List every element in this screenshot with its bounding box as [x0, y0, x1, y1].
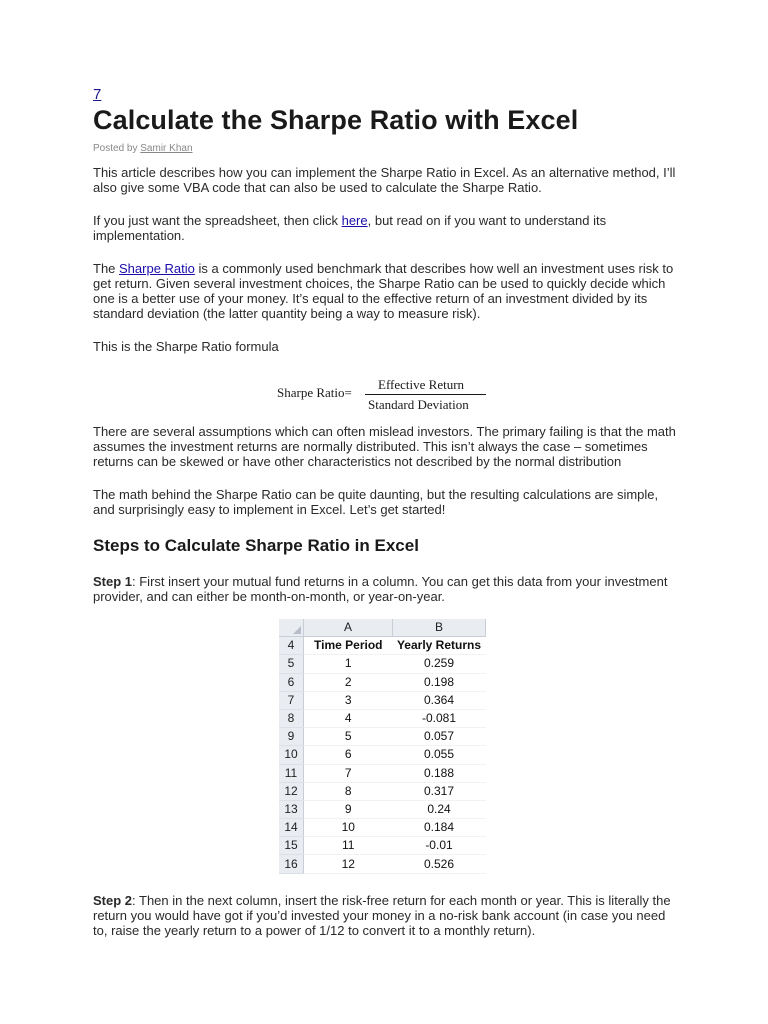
- time-period-cell: 9: [304, 800, 393, 818]
- spreadsheet-paragraph: [93, 213, 683, 243]
- math-paragraph: The math behind the Sharpe Ratio can be quite daunting, but the resulting calculations are simple, and surprisingly easy to implement in Excel. Let’s get started!: [93, 487, 659, 517]
- formula-lhs: Sharpe Ratio=: [277, 385, 352, 400]
- assumptions-paragraph: There are several assumptions which can often mislead investors. The primary failing is that the math assumes the investment returns are normally distributed. This isn’t always the case – sometimes returns can be skewed or have other characteristics not described by the normal distribution: [93, 424, 676, 469]
- formula-numerator: Effective Return: [378, 377, 465, 392]
- time-period-cell: 7: [304, 764, 393, 782]
- select-all-corner: [279, 619, 304, 637]
- table-row: [279, 819, 486, 837]
- step-2-paragraph: [93, 893, 683, 938]
- time-period-cell: 11: [304, 837, 393, 855]
- time-period-cell: 3: [304, 691, 393, 709]
- time-period-cell: 12: [304, 855, 393, 873]
- time-period-cell: 1: [304, 655, 393, 673]
- row-number: 8: [279, 709, 304, 727]
- yearly-return-cell: 0.198: [393, 673, 486, 691]
- spreadsheet-screenshot: [279, 619, 487, 874]
- step-1-paragraph: [93, 574, 683, 604]
- row-number: 12: [279, 782, 304, 800]
- time-period-cell: 6: [304, 746, 393, 764]
- author-link[interactable]: Samir Khan: [140, 143, 193, 154]
- step-1-text: : First insert your mutual fund returns in a column. You can get this data from your investment provider, and can either be month-on-month, or year-on-year.: [93, 574, 668, 604]
- table-row: [279, 746, 486, 764]
- row-number: 16: [279, 855, 304, 873]
- sharpe-text-after: is a commonly used benchmark that describes how well an investment uses risk to get return. Given several investment choices, the Sharpe Ratio can be used to quickly decide which one is a better use of your money. It’s equal to the effective return of an investment divided by its standard deviation (the latter quantity being a way to measure risk).: [93, 261, 674, 321]
- header-time-period: Time Period: [304, 637, 393, 655]
- header-yearly-returns: Yearly Returns: [393, 637, 486, 655]
- yearly-return-cell: 0.24: [393, 800, 486, 818]
- table-row: [279, 764, 486, 782]
- yearly-return-cell: 0.317: [393, 782, 486, 800]
- table-row: [279, 691, 486, 709]
- table-row: [279, 673, 486, 691]
- row-number: 6: [279, 673, 304, 691]
- row-number: 11: [279, 764, 304, 782]
- spreadsheet-download-link[interactable]: here: [341, 213, 368, 228]
- page-title: Calculate the Sharpe Ratio with Excel: [93, 105, 579, 135]
- time-period-cell: 10: [304, 819, 393, 837]
- formula-fraction-bar: [365, 394, 486, 395]
- yearly-return-cell: 0.364: [393, 691, 486, 709]
- sharpe-text-before: The: [93, 261, 120, 276]
- row-number: 5: [279, 655, 304, 673]
- row-number: 4: [279, 637, 304, 655]
- spreadsheet-text-after: , but read on if you want to understand its implementation.: [93, 213, 607, 243]
- yearly-return-cell: 0.055: [393, 746, 486, 764]
- sharpe-ratio-link[interactable]: Sharpe Ratio: [119, 261, 195, 276]
- formula-intro-paragraph: This is the Sharpe Ratio formula: [93, 339, 279, 354]
- time-period-cell: 8: [304, 782, 393, 800]
- step-1-label: Step 1: [93, 574, 133, 589]
- row-number: 13: [279, 800, 304, 818]
- row-number: 7: [279, 691, 304, 709]
- post-number-link[interactable]: 7: [93, 86, 102, 103]
- time-period-cell: 5: [304, 728, 393, 746]
- column-header-row: [279, 619, 486, 637]
- spreadsheet-table: [279, 619, 486, 874]
- step-2-text: : Then in the next column, insert the risk-free return for each month or year. This is literally the return you would have got if you’d invested your money in a no-risk bank account (in case you need to, raise the yearly return to a power of 1/12 to convert it to a monthly return).: [93, 892, 671, 938]
- byline-prefix: Posted by: [93, 143, 141, 154]
- row-number: 15: [279, 837, 304, 855]
- table-row: [279, 855, 486, 873]
- table-row: [279, 800, 486, 818]
- column-header-a: A: [304, 619, 393, 637]
- yearly-return-cell: 0.057: [393, 728, 486, 746]
- table-row: [279, 709, 486, 727]
- time-period-cell: 4: [304, 709, 393, 727]
- step-2-label: Step 2: [93, 892, 133, 908]
- sharpe-ratio-formula: [93, 364, 683, 420]
- yearly-return-cell: 0.188: [393, 764, 486, 782]
- column-header-b: B: [393, 619, 486, 637]
- intro-paragraph: This article describes how you can implement the Sharpe Ratio in Excel. As an alternative method, I’ll also give some VBA code that can also be used to calculate the Sharpe Ratio.: [93, 165, 676, 195]
- table-row: [279, 728, 486, 746]
- spreadsheet-text-before: If you just want the spreadsheet, then click: [93, 213, 342, 228]
- table-header-row: [279, 637, 486, 655]
- yearly-return-cell: -0.081: [393, 709, 486, 727]
- row-number: 14: [279, 819, 304, 837]
- yearly-return-cell: 0.184: [393, 819, 486, 837]
- yearly-return-cell: -0.01: [393, 837, 486, 855]
- table-row: [279, 655, 486, 673]
- section-heading: Steps to Calculate Sharpe Ratio in Excel: [93, 536, 419, 555]
- yearly-return-cell: 0.259: [393, 655, 486, 673]
- article: [93, 86, 683, 938]
- byline: [93, 142, 683, 155]
- row-number: 10: [279, 746, 304, 764]
- yearly-return-cell: 0.526: [393, 855, 486, 873]
- table-row: [279, 782, 486, 800]
- row-number: 9: [279, 728, 304, 746]
- sharpe-definition-paragraph: [93, 261, 683, 321]
- formula-denominator: Standard Deviation: [368, 397, 469, 412]
- table-row: [279, 837, 486, 855]
- time-period-cell: 2: [304, 673, 393, 691]
